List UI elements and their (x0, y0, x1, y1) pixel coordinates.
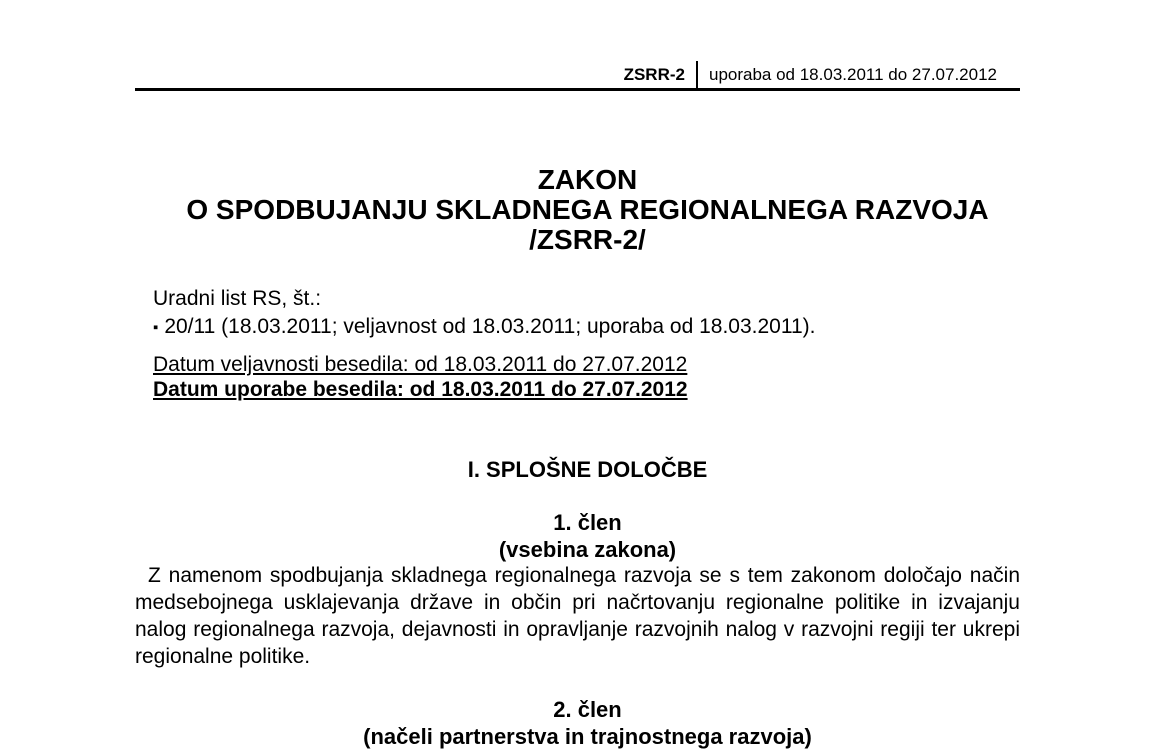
article-1-subtitle: (vsebina zakona) (498, 537, 677, 562)
gazette-item-text: 20/11 (18.03.2011; veljavnost od 18.03.2011; uporaba od 18.03.2011). (164, 315, 816, 338)
usage-date-line: Datum uporabe besedila: od 18.03.2011 do 27.07.2012 (153, 378, 688, 401)
header-separator-bar (696, 61, 698, 88)
article-1-heading (145, 509, 1030, 563)
validity-date-line: Datum veljavnosti besedila: od 18.03.2011 do 27.07.2012 (153, 353, 688, 376)
validity-dates-block (153, 352, 688, 402)
title-line-1: ZAKON (537, 164, 638, 195)
document-title (145, 165, 1030, 255)
gazette-block (153, 285, 815, 342)
article-2-subtitle: (načeli partnerstva in trajnostnega razvoja) (363, 724, 812, 749)
article-1-body: Z namenom spodbujanja skladnega regionalnega razvoja se s tem zakonom določajo način medsebojnega usklajevanja države in občin pri načrtovanju regionalne politike in izvajanju nalog regionalnega razvoja, dejavnosti in opravljanje razvojnih nalog v razvojni regiji ter ukrepi regionalne politike. (135, 564, 1020, 668)
header-law-code: ZSRR-2 (623, 65, 685, 84)
running-header (135, 61, 1020, 88)
article-2-heading (145, 696, 1030, 750)
article-2-number: 2. člen (553, 697, 622, 722)
page-content (135, 0, 1020, 749)
gazette-item (153, 313, 815, 342)
square-bullet-icon: ▪ (153, 319, 159, 336)
article-1-number: 1. člen (553, 510, 622, 535)
header-rule (135, 88, 1020, 91)
gazette-label: Uradni list RS, št.: (153, 287, 322, 310)
title-line-3: /ZSRR-2/ (529, 224, 646, 255)
title-line-2: O SPODBUJANJU SKLADNEGA REGIONALNEGA RAZVOJA (186, 194, 989, 225)
chapter-heading: I. SPLOŠNE DOLOČBE (467, 457, 708, 482)
header-validity-range: uporaba od 18.03.2011 do 27.07.2012 (708, 65, 997, 84)
